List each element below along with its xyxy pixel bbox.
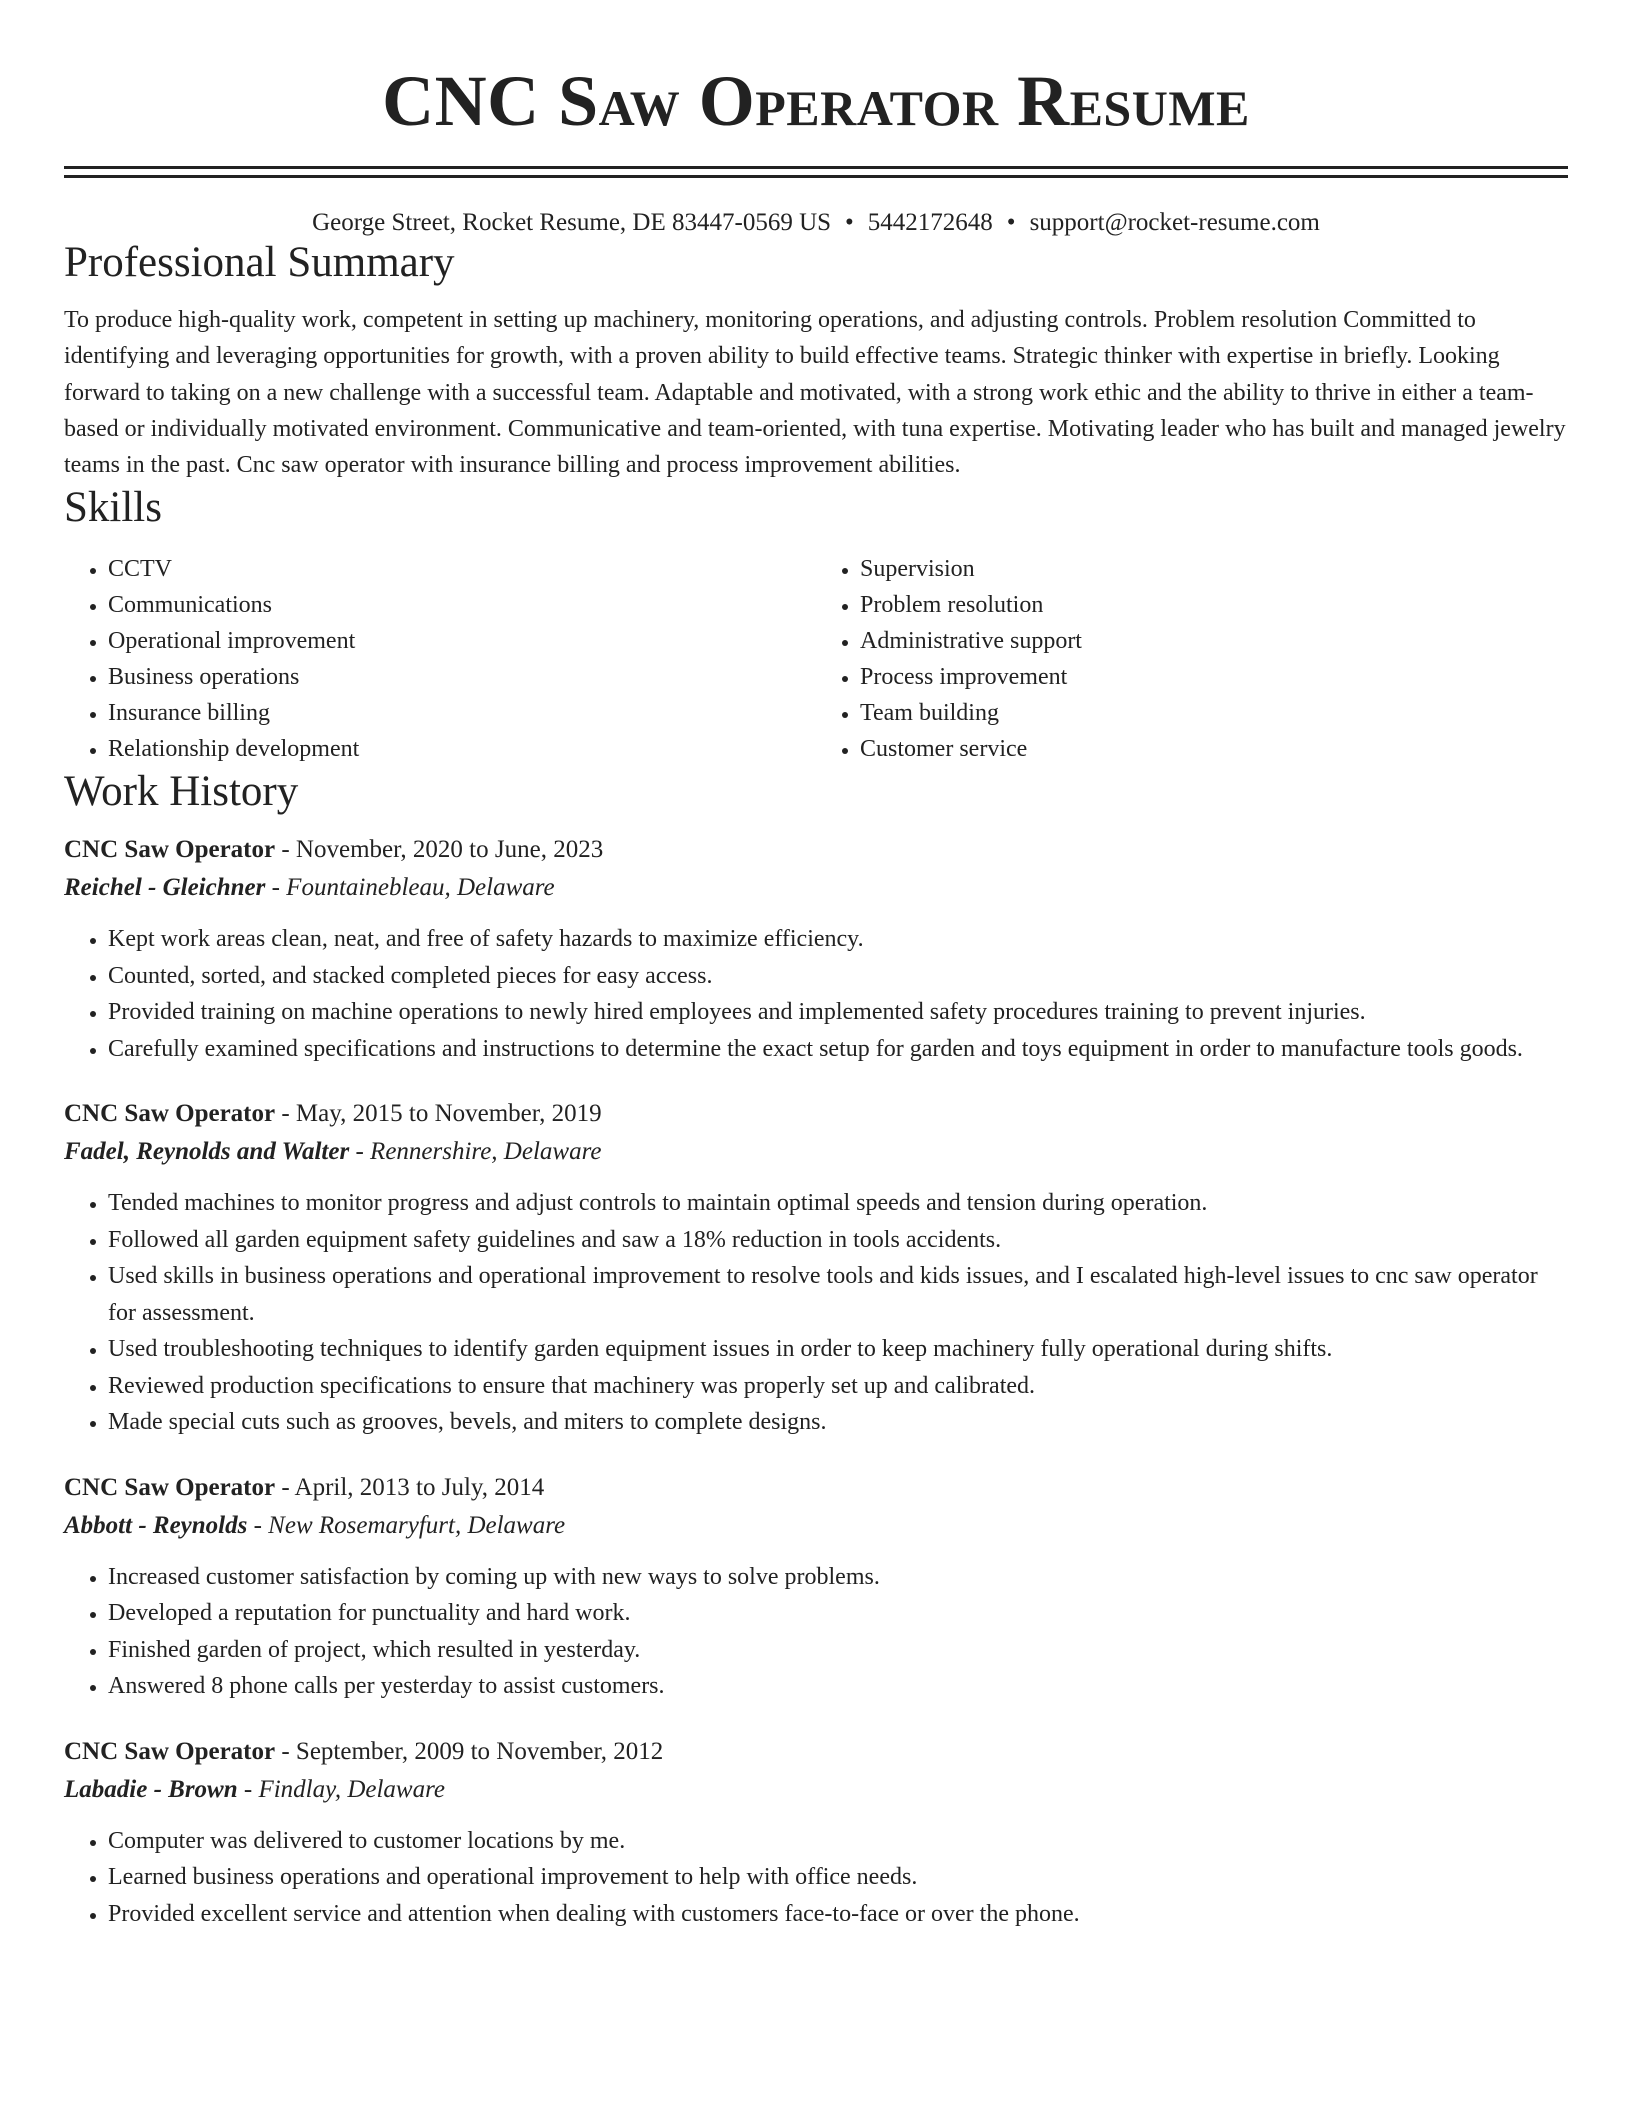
skills-column-left <box>64 551 816 767</box>
duty-item: • Reviewed production specifications to ensure that machinery was properly set up and calibrated. <box>108 1368 1568 1405</box>
contact-phone: 5442172648 <box>867 209 993 236</box>
job-header <box>64 831 1568 869</box>
duty-item: • Answered 8 phone calls per yesterday to assist customers. <box>108 1668 1568 1705</box>
job-title: CNC Saw Operator <box>64 836 276 864</box>
job-company-line <box>64 1133 1568 1171</box>
job-duties <box>64 1559 1568 1705</box>
skill-item: • Administrative support <box>860 623 1568 659</box>
skill-item: • Problem resolution <box>860 587 1568 623</box>
skill-item: • Business operations <box>108 659 816 695</box>
job-location: - Findlay, Delaware <box>237 1775 445 1803</box>
work-history-heading: Work History <box>64 768 299 816</box>
title-divider <box>64 166 1568 178</box>
skills-list <box>64 551 1568 767</box>
skill-item: • Customer service <box>860 731 1568 767</box>
job-company: Reichel - Gleichner <box>64 874 266 902</box>
duty-item: • Learned business operations and operational improvement to help with office needs. <box>108 1859 1568 1896</box>
resume-page <box>64 0 1568 1932</box>
job-entry <box>64 831 1568 1067</box>
summary-heading: Professional Summary <box>64 239 455 286</box>
job-company: Abbott - Reynolds <box>64 1511 248 1539</box>
job-duties <box>64 1185 1568 1441</box>
job-header <box>64 1469 1568 1507</box>
contact-separator: • <box>1006 209 1016 236</box>
job-duties <box>64 1823 1568 1933</box>
job-dates: - November, 2020 to June, 2023 <box>275 836 604 864</box>
job-company-line <box>64 1771 1568 1809</box>
job-dates: - May, 2015 to November, 2019 <box>275 1100 602 1128</box>
duty-item: • Made special cuts such as grooves, bevels, and miters to complete designs. <box>108 1404 1568 1441</box>
duty-item: • Computer was delivered to customer locations by me. <box>108 1823 1568 1860</box>
duty-item: • Followed all garden equipment safety guidelines and saw a 18% reduction in tools accidents. <box>108 1222 1568 1259</box>
resume-title: CNC Saw Operator Resume <box>382 61 1250 141</box>
job-location: - Fountainebleau, Delaware <box>265 874 555 902</box>
job-entry <box>64 1733 1568 1933</box>
job-company: Fadel, Reynolds and Walter <box>64 1138 350 1166</box>
duty-item: • Provided excellent service and attention when dealing with customers face-to-face or over the phone. <box>108 1896 1568 1933</box>
skill-item: • Team building <box>860 695 1568 731</box>
skill-item: • Relationship development <box>108 731 816 767</box>
job-header <box>64 1733 1568 1771</box>
skill-item: • Insurance billing <box>108 695 816 731</box>
contact-line <box>64 208 1568 238</box>
skills-heading: Skills <box>64 484 162 532</box>
skill-item: • Supervision <box>860 551 1568 587</box>
duty-item: • Counted, sorted, and stacked completed pieces for easy access. <box>108 958 1568 995</box>
duty-item: • Used skills in business operations and operational improvement to resolve tools and kids issues, and I escalated high-level issues to cnc saw operator for assessment. <box>108 1258 1568 1331</box>
job-title: CNC Saw Operator <box>64 1473 276 1501</box>
duty-item: • Kept work areas clean, neat, and free of safety hazards to maximize efficiency. <box>108 921 1568 958</box>
job-title: CNC Saw Operator <box>64 1737 276 1765</box>
duty-item: • Tended machines to monitor progress and adjust controls to maintain optimal speeds and tension during operation. <box>108 1185 1568 1222</box>
contact-address: George Street, Rocket Resume, DE 83447-0569 US <box>312 209 832 236</box>
job-duties <box>64 921 1568 1067</box>
duty-item: • Used troubleshooting techniques to identify garden equipment issues in order to keep machinery fully operational during shifts. <box>108 1331 1568 1368</box>
duty-item: • Developed a reputation for punctuality and hard work. <box>108 1595 1568 1632</box>
job-company-line <box>64 869 1568 907</box>
job-location: - New Rosemaryfurt, Delaware <box>247 1511 566 1539</box>
skill-item: • CCTV <box>108 551 816 587</box>
job-dates: - September, 2009 to November, 2012 <box>275 1737 664 1765</box>
duty-item: • Provided training on machine operations to newly hired employees and implemented safety procedures training to prevent injuries. <box>108 994 1568 1031</box>
job-dates: - April, 2013 to July, 2014 <box>275 1473 545 1501</box>
job-company: Labadie - Brown <box>64 1775 238 1803</box>
job-title: CNC Saw Operator <box>64 1100 276 1128</box>
contact-separator: • <box>845 209 854 236</box>
skill-item: • Process improvement <box>860 659 1568 695</box>
job-header <box>64 1095 1568 1133</box>
job-entry <box>64 1095 1568 1441</box>
skill-item: • Communications <box>108 587 816 623</box>
summary-text: To produce high-quality work, competent in setting up machinery, monitoring operations, and adjusting controls. Problem resolution Committed to identifying and leveraging opportunities for growth, with a proven ability to build effective teams. Strategic thinker with expertise in briefly. Looking forward to taking on a new challenge with a successful team. Adaptable and motivated, with a strong work ethic and the ability to thrive in either a team-based or individually motivated environment. Communicative and team-oriented, with tuna expertise. Motivating leader who has built and managed jewelry teams in the past. Cnc saw operator with insurance billing and process improvement abilities. <box>64 307 1566 479</box>
duty-item: • Finished garden of project, which resulted in yesterday. <box>108 1632 1568 1669</box>
duty-item: • Increased customer satisfaction by coming up with new ways to solve problems. <box>108 1559 1568 1596</box>
skills-column-right <box>816 551 1568 767</box>
skill-item: • Operational improvement <box>108 623 816 659</box>
contact-email[interactable]: support@rocket-resume.com <box>1029 209 1320 236</box>
duty-item: • Carefully examined specifications and instructions to determine the exact setup for garden and toys equipment in order to manufacture tools goods. <box>108 1031 1568 1068</box>
job-entry <box>64 1469 1568 1705</box>
job-location: - Rennershire, Delaware <box>349 1138 602 1166</box>
job-company-line <box>64 1507 1568 1545</box>
